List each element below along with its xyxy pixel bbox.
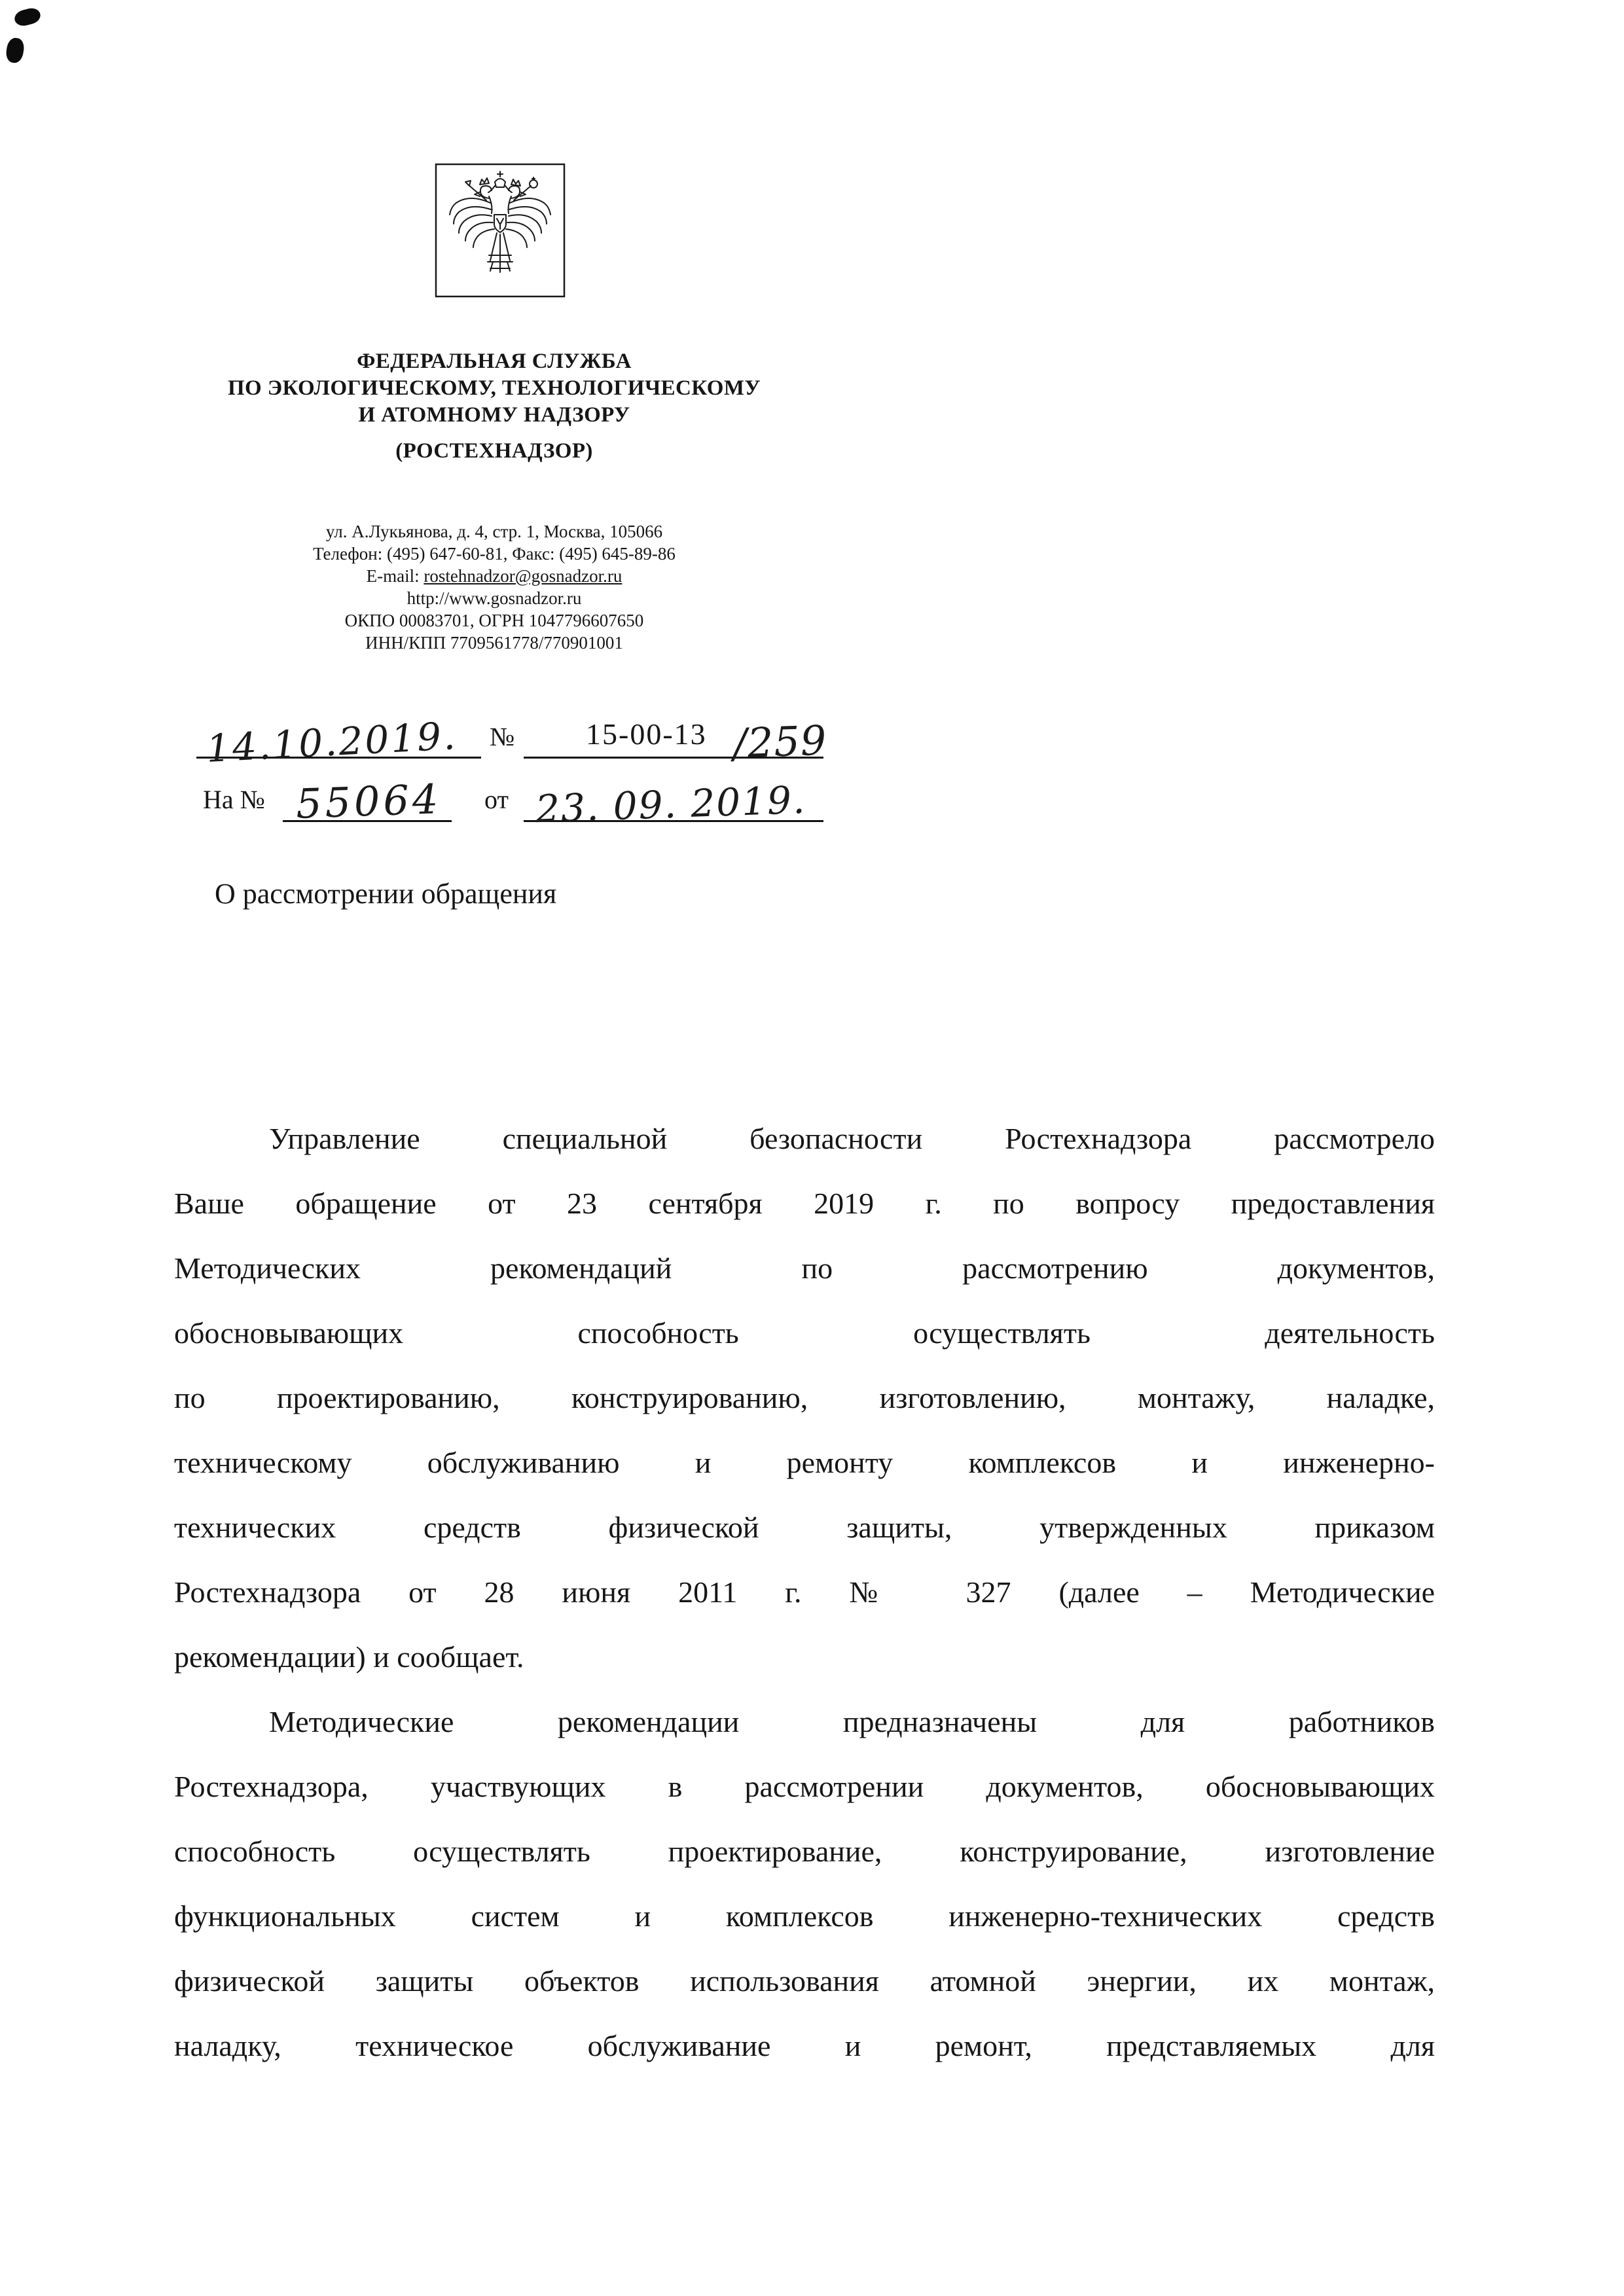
email-address: rostehnadzor@gosnadzor.ru bbox=[424, 566, 623, 586]
body-text-line: способность осуществлять проектирование, конструирование, изготовление bbox=[174, 1835, 1435, 1868]
contact-block bbox=[200, 520, 789, 654]
org-short-name: (РОСТЕХНАДЗОР) bbox=[395, 439, 593, 463]
body-text-line: обосновывающих способность осуществлять деятельность bbox=[174, 1316, 1435, 1350]
body-text-line: физической защиты объектов использования атомной энергии, их монтаж, bbox=[174, 1964, 1435, 1998]
from-label: от bbox=[484, 785, 509, 814]
coat-of-arms-emblem bbox=[434, 162, 566, 298]
email-line bbox=[200, 565, 789, 587]
body-text-line: Ростехнадзора от 28 июня 2011 г. № 327 (далее – Методические bbox=[174, 1575, 1435, 1609]
body-text-line: Методические рекомендации предназначены для работников bbox=[269, 1705, 1435, 1738]
body-text-line: наладку, техническое обслуживание и ремонт, представляемых для bbox=[174, 2029, 1435, 2062]
letter-body bbox=[174, 1106, 1435, 2078]
address-line: ул. А.Лукьянова, д. 4, стр. 1, Москва, 105066 bbox=[325, 522, 663, 541]
reply-number-handwritten: 55064 bbox=[295, 775, 442, 828]
outgoing-number-handwritten: /259 bbox=[732, 716, 828, 768]
number-sign: № bbox=[490, 722, 515, 751]
outgoing-date-field bbox=[196, 698, 481, 771]
reply-number-field bbox=[283, 761, 452, 828]
reply-date-field bbox=[524, 761, 823, 832]
body-text-line: Методических рекомендаций по рассмотрению документов, bbox=[174, 1251, 1435, 1285]
phone-fax-line: Телефон: (495) 647-60-81, Факс: (495) 645-89-86 bbox=[313, 544, 676, 564]
outgoing-date-handwritten: 14.10.2019. bbox=[205, 713, 459, 771]
body-text-line: техническому обслуживанию и ремонту комплексов и инженерно- bbox=[174, 1446, 1435, 1479]
outgoing-number-typed: 15-00-13 bbox=[586, 717, 707, 751]
org-name-block bbox=[200, 348, 789, 465]
okpo-ogrn-line: ОКПО 00083701, ОГРН 1047796607650 bbox=[344, 611, 644, 630]
body-text-line: по проектированию, конструированию, изготовлению, монтажу, наладке, bbox=[174, 1381, 1435, 1414]
org-name-line-3: И АТОМНОМУ НАДЗОРУ bbox=[358, 403, 630, 427]
body-text-line: функциональных систем и комплексов инженерно-технических средств bbox=[174, 1899, 1435, 1933]
reply-to-label: На № bbox=[203, 785, 265, 814]
reply-date-handwritten: 23. 09. 2019. bbox=[534, 777, 807, 832]
org-name-line-1: ФЕДЕРАЛЬНАЯ СЛУЖБА bbox=[357, 350, 632, 373]
scan-artifact bbox=[13, 7, 43, 28]
email-label: E-mail: bbox=[366, 566, 424, 586]
outgoing-number-field bbox=[524, 698, 828, 768]
inn-kpp-line: ИНН/КПП 7709561778/770901001 bbox=[365, 633, 623, 653]
body-text-line: Ростехнадзора, участвующих в рассмотрении документов, обосновывающих bbox=[174, 1770, 1435, 1803]
body-text-line: Ваше обращение от 23 сентября 2019 г. по вопросу предоставления bbox=[174, 1187, 1435, 1220]
subject-line: О рассмотрении обращения bbox=[215, 878, 557, 910]
body-text-line: Управление специальной безопасности Ростехнадзора рассмотрело bbox=[269, 1122, 1435, 1155]
body-text-line: технических средств физической защиты, утвержденных приказом bbox=[174, 1511, 1435, 1544]
double-headed-eagle-icon bbox=[434, 162, 566, 298]
org-name-line-2: ПО ЭКОЛОГИЧЕСКОМУ, ТЕХНОЛОГИЧЕСКОМУ bbox=[227, 376, 761, 400]
website-line: http://www.gosnadzor.ru bbox=[406, 588, 582, 608]
body-text-line: рекомендации) и сообщает. bbox=[174, 1640, 524, 1674]
scan-artifact bbox=[5, 37, 26, 64]
